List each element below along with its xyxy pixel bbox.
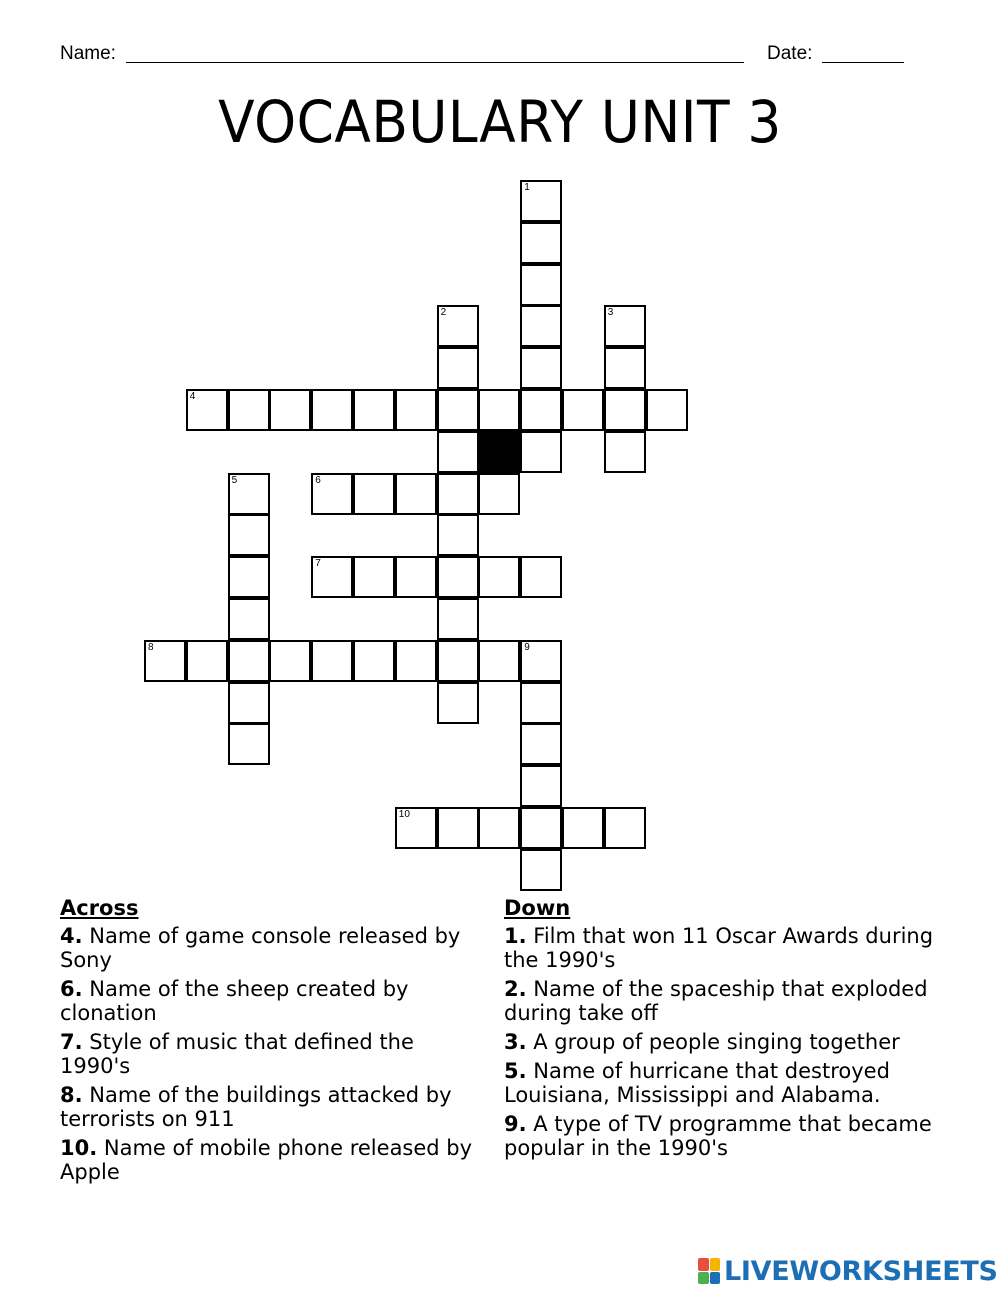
clue	[60, 1030, 480, 1078]
down-clues	[504, 896, 934, 1165]
crossword-cell[interactable]	[228, 556, 270, 598]
crossword-cell[interactable]	[395, 807, 437, 849]
crossword-cell[interactable]	[311, 389, 353, 431]
crossword-cell[interactable]	[437, 682, 479, 724]
clue	[60, 977, 480, 1025]
logo-text: LIVEWORKSHEETS	[724, 1255, 998, 1287]
crossword-cell[interactable]	[604, 347, 646, 389]
clue-num: 2.	[504, 977, 527, 1001]
crossword-cell[interactable]	[604, 305, 646, 347]
crossword-cell[interactable]	[311, 473, 353, 515]
crossword-cell[interactable]	[437, 389, 479, 431]
crossword-cell[interactable]	[437, 473, 479, 515]
clue-number: 5	[231, 474, 238, 486]
clue-number: 2	[440, 307, 447, 319]
down-heading: Down	[504, 896, 571, 920]
crossword-cell[interactable]	[520, 222, 562, 264]
clue-number: 7	[315, 558, 321, 570]
crossword-cell[interactable]	[478, 640, 520, 682]
crossword-cell[interactable]	[520, 682, 562, 724]
crossword-cell[interactable]	[228, 389, 270, 431]
crossword-cell[interactable]	[604, 389, 646, 431]
clue-num: 7.	[60, 1030, 83, 1054]
clue	[504, 1112, 934, 1160]
crossword-cell[interactable]	[520, 849, 562, 891]
crossword-cell[interactable]	[269, 640, 311, 682]
crossword-cell[interactable]	[228, 514, 270, 556]
crossword-cell[interactable]	[228, 640, 270, 682]
crossword-cell[interactable]	[520, 347, 562, 389]
crossword-cell[interactable]	[395, 556, 437, 598]
crossword-cell[interactable]	[520, 556, 562, 598]
clue	[504, 924, 934, 972]
clue-text: Name of mobile phone released by Apple	[60, 1136, 473, 1184]
crossword-cell[interactable]	[186, 640, 228, 682]
clue-number: 6	[315, 474, 321, 486]
across-clues	[60, 896, 480, 1189]
crossword-cell[interactable]	[478, 807, 520, 849]
clue-text: Name of game console released by Sony	[60, 924, 461, 972]
clue	[60, 924, 480, 972]
clue-num: 6.	[60, 977, 83, 1001]
crossword-cell[interactable]	[520, 264, 562, 306]
crossword-cell[interactable]	[228, 598, 270, 640]
logo-icon	[698, 1258, 720, 1284]
clue-number: 8	[148, 641, 154, 653]
clue-number: 9	[524, 641, 530, 653]
crossword-cell[interactable]	[353, 389, 395, 431]
clue	[60, 1083, 480, 1131]
crossword-cell[interactable]	[395, 389, 437, 431]
crossword-cell[interactable]	[186, 389, 228, 431]
clue-num: 4.	[60, 924, 83, 948]
crossword-cell[interactable]	[437, 431, 479, 473]
crossword-cell[interactable]	[269, 389, 311, 431]
clue	[504, 1059, 934, 1107]
clue-num: 5.	[504, 1059, 527, 1083]
crossword-cell[interactable]	[520, 180, 562, 222]
crossword-cell[interactable]	[437, 556, 479, 598]
clue-number: 3	[607, 307, 614, 319]
clue-num: 9.	[504, 1112, 527, 1136]
clue-text: Name of the buildings attacked by terrorists on 911	[60, 1083, 452, 1131]
crossword-cell[interactable]	[562, 807, 604, 849]
crossword-cell[interactable]	[353, 473, 395, 515]
crossword-cell[interactable]	[562, 389, 604, 431]
clue-text: A type of TV programme that became popular in the 1990's	[504, 1112, 932, 1160]
clue	[504, 1030, 934, 1054]
date-label: Date:	[767, 43, 813, 64]
crossword-cell[interactable]	[520, 305, 562, 347]
clue-num: 8.	[60, 1083, 83, 1107]
crossword-cell[interactable]	[520, 431, 562, 473]
crossword-cell[interactable]	[478, 473, 520, 515]
clue-num: 1.	[504, 924, 527, 948]
crossword-cell[interactable]	[311, 556, 353, 598]
clue-text: Name of the sheep created by clonation	[60, 977, 409, 1025]
crossword-cell[interactable]	[395, 640, 437, 682]
clue-num: 3.	[504, 1030, 527, 1054]
crossword-cell[interactable]	[353, 640, 395, 682]
crossword-cell[interactable]	[437, 807, 479, 849]
crossword-cell[interactable]	[437, 640, 479, 682]
crossword-cell[interactable]	[520, 640, 562, 682]
crossword-cell[interactable]	[311, 640, 353, 682]
clue	[504, 977, 934, 1025]
crossword-cell[interactable]	[604, 431, 646, 473]
crossword-cell[interactable]	[520, 389, 562, 431]
crossword-cell[interactable]	[437, 514, 479, 556]
across-heading: Across	[60, 896, 139, 920]
crossword-cell[interactable]	[228, 473, 270, 515]
crossword-cell[interactable]	[520, 723, 562, 765]
crossword-cell[interactable]	[520, 807, 562, 849]
clue-num: 10.	[60, 1136, 98, 1160]
crossword-cell[interactable]	[228, 682, 270, 724]
black-cell	[478, 431, 520, 473]
crossword-cell[interactable]	[437, 598, 479, 640]
clue-text: Name of the spaceship that exploded during take off	[504, 977, 928, 1025]
page-title: VOCABULARY UNIT 3	[218, 88, 782, 156]
clue	[60, 1136, 480, 1184]
crossword-cell[interactable]	[144, 640, 186, 682]
name-label: Name:	[60, 43, 116, 64]
clue-text: Name of hurricane that destroyed Louisiana, Mississippi and Alabama.	[504, 1059, 890, 1107]
clue-text: Film that won 11 Oscar Awards during the 1990's	[504, 924, 934, 972]
crossword-cell[interactable]	[395, 473, 437, 515]
crossword-cell[interactable]	[604, 807, 646, 849]
crossword-cell[interactable]	[228, 723, 270, 765]
crossword-cell[interactable]	[520, 765, 562, 807]
crossword-cell[interactable]	[437, 347, 479, 389]
clue-text: Style of music that defined the 1990's	[60, 1030, 414, 1078]
crossword-cell[interactable]	[478, 389, 520, 431]
liveworksheets-logo	[698, 1255, 998, 1287]
clue-number: 10	[398, 809, 410, 820]
clue-text: A group of people singing together	[526, 1030, 900, 1054]
clue-number: 1	[524, 182, 530, 193]
crossword-cell[interactable]	[478, 556, 520, 598]
clue-number: 4	[189, 391, 196, 402]
crossword-cell[interactable]	[646, 389, 688, 431]
crossword-cell[interactable]	[353, 556, 395, 598]
crossword-cell[interactable]	[437, 305, 479, 347]
